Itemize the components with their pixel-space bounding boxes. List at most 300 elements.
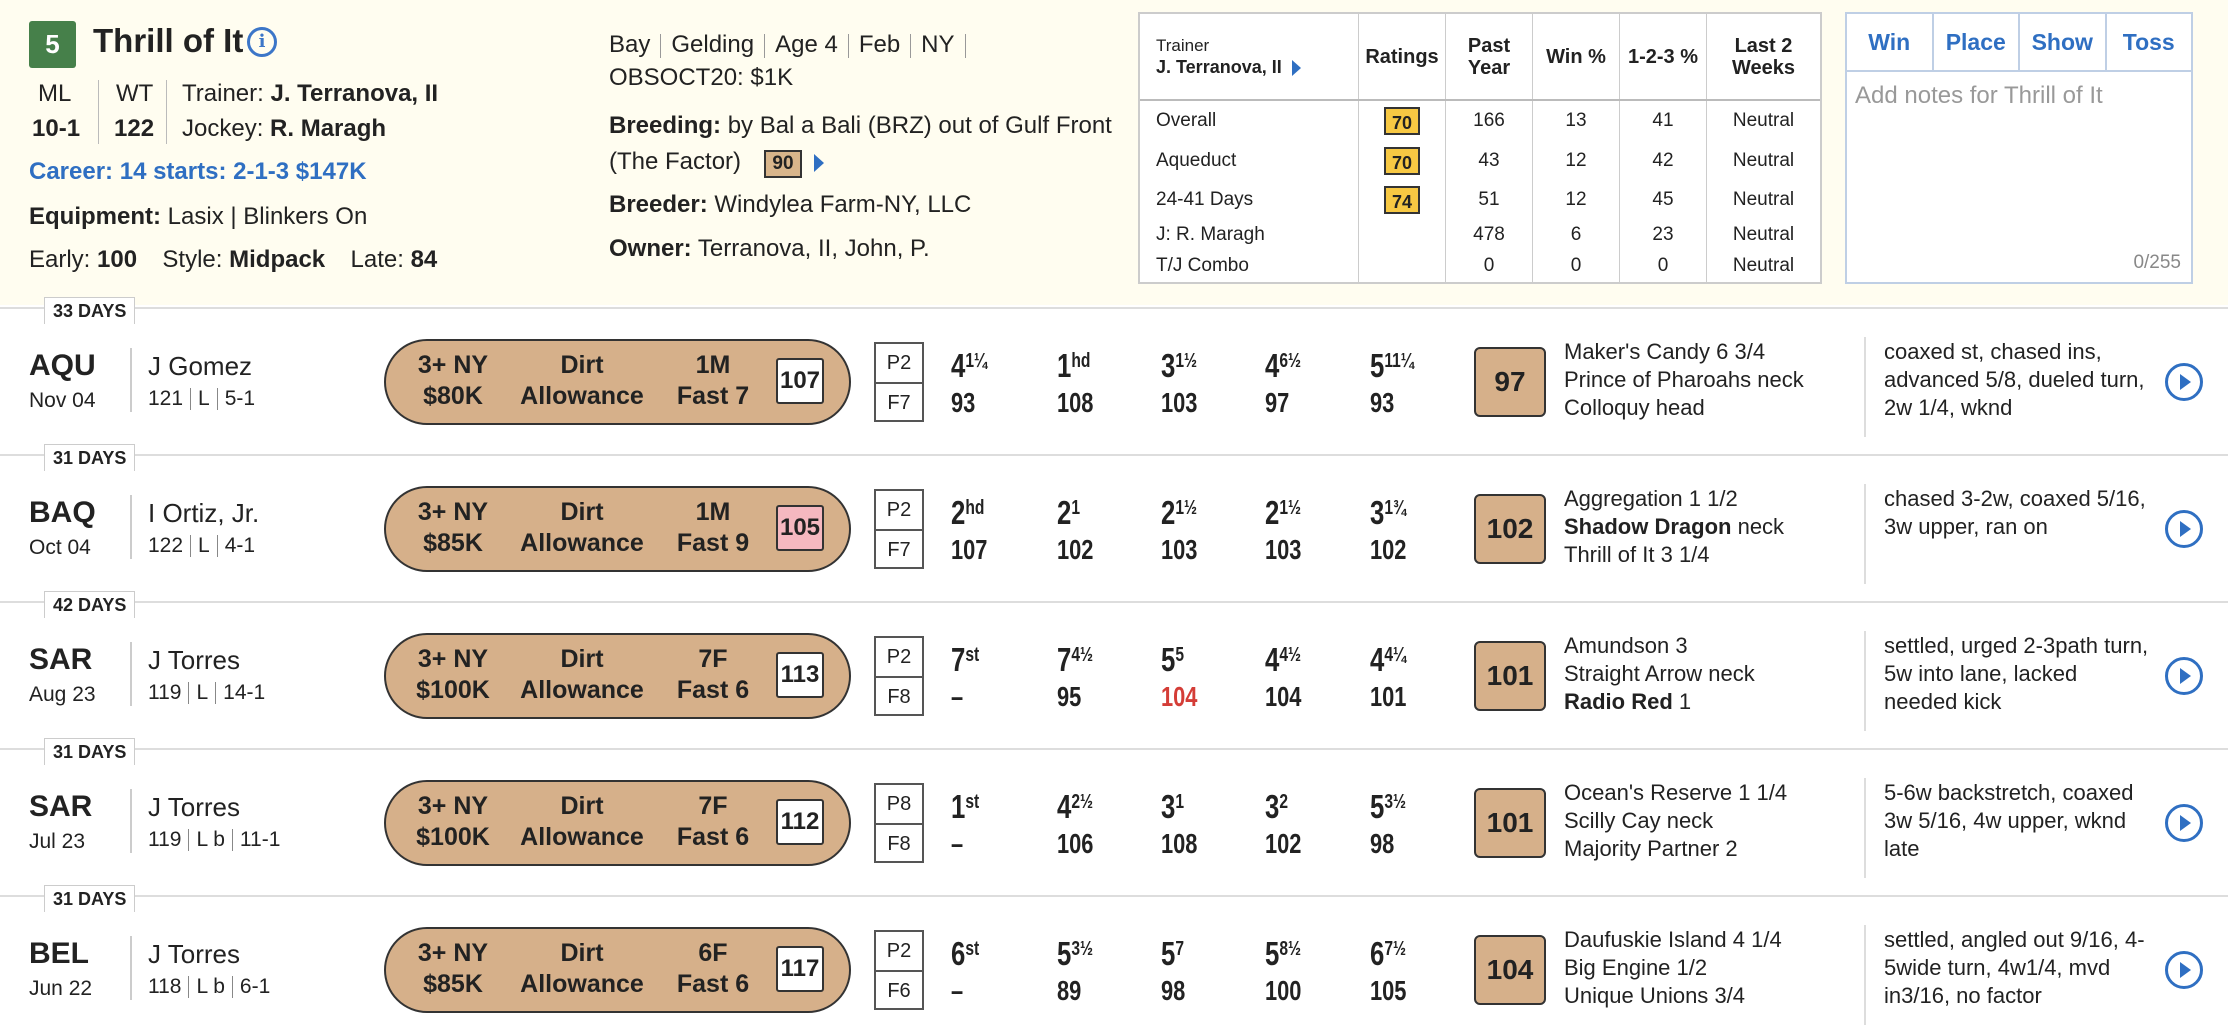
race-type: Allowance [520, 970, 644, 998]
days-since-badge: 31 DAYS [44, 885, 135, 912]
race-class [398, 350, 508, 412]
jockey-name[interactable]: J Torres [148, 939, 240, 969]
call-position [1370, 931, 1406, 972]
beyer-figure: 101 [1474, 788, 1546, 858]
career-line: Career: 14 starts: 2-1-3 $147K [29, 158, 367, 185]
finisher-margin: 1 1/4 [1738, 780, 1788, 805]
post-position: P2 [876, 638, 922, 678]
track-condition: Fast 6 [676, 970, 750, 998]
trainer-name[interactable]: J. Terranova, II [270, 80, 439, 107]
field-size: F7 [887, 539, 911, 561]
call-position [1265, 490, 1301, 531]
separator [188, 829, 189, 851]
finisher-name: Majority Partner [1564, 836, 1720, 861]
call-pos: 4 [1265, 347, 1280, 384]
stats-trend: Neutral [1707, 141, 1821, 180]
call-figure: 100 [1265, 975, 1302, 1006]
weight-meds-odds [148, 975, 270, 999]
finisher-name: Shadow Dragon [1564, 514, 1732, 539]
race-distance [658, 350, 768, 412]
call-position [1370, 637, 1406, 678]
finisher-name: Ocean's Reserve [1564, 780, 1733, 805]
call-position [1161, 490, 1197, 531]
call-pos: 7 [951, 641, 966, 678]
call-lengths: 1 [1175, 791, 1184, 813]
days-since-badge: 33 DAYS [44, 297, 135, 324]
call-figure: 93 [1370, 387, 1395, 418]
top-finishers [1564, 485, 1784, 569]
finisher-name: Aggregation [1564, 486, 1683, 511]
call-pos: 2 [951, 494, 966, 531]
track-code[interactable]: SAR [29, 643, 93, 676]
win-button[interactable]: Win [1868, 29, 1911, 55]
finisher-name: Big Engine [1564, 955, 1671, 980]
info-icon[interactable]: i [247, 27, 277, 57]
trip-comment [1884, 926, 2145, 1010]
separator [232, 829, 233, 851]
call-pos: 5 [1057, 935, 1072, 972]
call-lengths: hd [1071, 350, 1091, 372]
beyer-figure: 101 [1474, 641, 1546, 711]
play-replay-icon[interactable] [2165, 951, 2203, 989]
stats-past-year: 43 [1446, 141, 1533, 180]
trainer-expand-icon[interactable] [1292, 60, 1301, 76]
call-pos: 5 [1370, 788, 1385, 825]
race-date: Jul 23 [29, 830, 86, 853]
equipment-value: Lasix | Blinkers On [167, 203, 368, 230]
track-code[interactable]: BAQ [29, 496, 96, 529]
finisher[interactable] [1564, 660, 1755, 688]
race-class [398, 644, 508, 706]
call-figure: 105 [1370, 975, 1407, 1006]
call-position [1161, 637, 1184, 678]
finisher[interactable] [1564, 926, 1782, 954]
row-vertical-divider [130, 789, 132, 853]
row-divider [0, 748, 2228, 750]
track-code[interactable]: AQU [29, 349, 96, 382]
row-vertical-divider [1864, 484, 1866, 584]
call-pos: 2 [1265, 494, 1280, 531]
stats-rating [1359, 180, 1446, 219]
medication: L [196, 681, 209, 704]
call-lengths: 1½ [1175, 350, 1198, 372]
call-position [951, 931, 979, 972]
call-pos: 4 [951, 347, 966, 384]
race-type: Allowance [520, 382, 644, 410]
stats-trend: Neutral [1707, 220, 1821, 251]
race-class-pill[interactable] [384, 927, 851, 1013]
field-size: F8 [887, 686, 911, 708]
stats-rating [1359, 141, 1446, 180]
call-figure: 103 [1161, 387, 1198, 418]
call-lengths: 1½ [1175, 497, 1198, 519]
call-figure: 102 [1057, 534, 1094, 565]
call-position [1370, 784, 1406, 825]
call-lengths: 1¼ [965, 350, 988, 372]
wt-label: WT [116, 80, 154, 107]
call-figure: 97 [1265, 387, 1290, 418]
separator [188, 682, 189, 704]
finisher[interactable] [1564, 513, 1784, 541]
stats-trend: Neutral [1707, 251, 1821, 282]
toss-button[interactable]: Toss [2105, 14, 2192, 70]
call-lengths: st [965, 791, 980, 813]
finisher-name: Unique Unions [1564, 983, 1709, 1008]
separator [190, 535, 191, 557]
call-lengths: 1¾ [1384, 497, 1407, 519]
program-number: 5 [29, 21, 76, 68]
race-distance [658, 938, 768, 1000]
race-weight: 121 [148, 387, 184, 410]
stats-trend: Neutral [1707, 100, 1821, 141]
class-line-2: $85K [423, 529, 483, 557]
call-position [1057, 343, 1090, 384]
days-since-badge: 31 DAYS [44, 444, 135, 471]
call-lengths: 4¼ [1384, 644, 1407, 666]
comment-line: late [1884, 836, 1920, 861]
jockey-name[interactable]: I Ortiz, Jr. [148, 498, 260, 528]
call-figure: – [951, 975, 964, 1006]
breeder-line: Breeder: Windylea Farm-NY, LLC [609, 191, 972, 218]
finisher[interactable] [1564, 394, 1804, 422]
show-button[interactable]: Show [2018, 14, 2105, 70]
race-date: Oct 04 [29, 536, 91, 559]
class-line-1: 3+ NY [417, 792, 489, 820]
finisher[interactable] [1564, 338, 1804, 366]
play-replay-icon[interactable] [2165, 657, 2203, 695]
race-weight: 119 [148, 828, 182, 851]
finisher[interactable] [1564, 779, 1787, 807]
jockey-name[interactable]: J Torres [148, 645, 240, 675]
row-vertical-divider [1864, 925, 1866, 1025]
stats-past-year: 478 [1446, 220, 1533, 251]
call-figure: 95 [1057, 681, 1082, 712]
finisher[interactable] [1564, 688, 1755, 716]
breeding-expand-icon[interactable] [814, 154, 824, 172]
finisher-margin: 3 [1675, 633, 1688, 658]
stats-row-label: 24-41 Days [1156, 189, 1254, 211]
call-lengths: 4½ [1071, 644, 1094, 666]
row-divider [0, 895, 2228, 897]
call-pos: 4 [1057, 788, 1072, 825]
trainer-stats-table: Trainer J. Terranova, II Ratings Past Year Win % 1-2-3 % Last 2 Weeks Overall 70 166 13 41 Neutral Aqueduct 70 43 12 42 Neutral 24-41 Days 74 51 12 45 Neutral J: R. Maragh 478 6 23 Neutral T/J Combo 0 0 0 Neutral [1138, 12, 1822, 284]
race-weight: 118 [148, 975, 182, 998]
row-vertical-divider [130, 348, 132, 412]
finisher-margin: 3 1/4 [1660, 542, 1710, 567]
track-condition: Fast 9 [676, 529, 750, 557]
call-position [1057, 490, 1080, 531]
stats-row-label: Overall [1156, 109, 1217, 131]
finisher-name: Thrill of It [1564, 542, 1655, 567]
stats-past-year: 0 [1446, 251, 1533, 282]
call-figure: 103 [1161, 534, 1198, 565]
call-position [1161, 343, 1197, 384]
call-figure: 106 [1057, 828, 1094, 859]
call-figure: – [951, 828, 964, 859]
race-distance [658, 791, 768, 853]
call-position [1265, 931, 1301, 972]
post-position: P8 [876, 785, 922, 825]
separator [188, 976, 189, 998]
trip-comment [1884, 632, 2148, 716]
weight-meds-odds [148, 828, 280, 852]
race-class-pill[interactable] [384, 339, 851, 425]
row-divider [0, 601, 2228, 603]
jockey-name[interactable]: J Gomez [148, 351, 253, 381]
post-field-box [874, 342, 924, 422]
row-divider [0, 307, 2228, 309]
stats-row [1140, 180, 1820, 219]
stats-past-year: 51 [1446, 180, 1533, 219]
race-odds: 5-1 [224, 387, 256, 410]
medication: L b [196, 828, 225, 851]
race-type: Allowance [520, 676, 644, 704]
finisher[interactable] [1564, 541, 1784, 569]
play-replay-icon[interactable] [2165, 804, 2203, 842]
finisher[interactable] [1564, 632, 1755, 660]
row-vertical-divider [1864, 337, 1866, 437]
race-class-pill[interactable] [384, 486, 851, 572]
surface: Dirt [560, 939, 604, 967]
call-pos: 4 [1265, 641, 1280, 678]
separator [232, 976, 233, 998]
stats-itm-pct: 0 [1620, 251, 1707, 282]
call-lengths: 3½ [1384, 791, 1407, 813]
play-replay-icon[interactable] [2165, 510, 2203, 548]
finisher-margin: neck [1737, 514, 1785, 539]
days-since-badge: 31 DAYS [44, 738, 135, 765]
call-position [1370, 343, 1414, 384]
notes-input[interactable]: Add notes for Thrill of It [1855, 82, 2103, 109]
row-vertical-divider [1864, 631, 1866, 731]
race-odds: 14-1 [223, 681, 266, 704]
call-pos: 2 [1057, 494, 1072, 531]
post-field-box [874, 783, 924, 863]
jockey-name[interactable]: R. Maragh [270, 115, 387, 142]
race-date: Nov 04 [29, 389, 96, 412]
call-pos: 6 [1370, 935, 1385, 972]
surface: Dirt [560, 792, 604, 820]
post-field-box [874, 930, 924, 1010]
race-odds: 6-1 [239, 975, 271, 998]
call-position [1057, 931, 1093, 972]
weight-meds-odds [148, 681, 265, 705]
call-lengths: 2½ [1071, 791, 1094, 813]
top-finishers [1564, 338, 1804, 422]
call-lengths: 4½ [1279, 644, 1302, 666]
owner-line: Owner: Terranova, II, John, P. [609, 235, 930, 262]
call-lengths: 7½ [1384, 938, 1407, 960]
race-speed-figure: 112 [776, 799, 824, 845]
comment-line: settled, angled out 9/16, 4- [1884, 927, 2145, 952]
call-figure: 107 [951, 534, 988, 565]
class-line-1: 3+ NY [417, 939, 489, 967]
finisher-name: Prince of Pharoahs [1564, 367, 1752, 392]
finisher[interactable] [1564, 954, 1782, 982]
call-pos: 2 [1161, 494, 1176, 531]
call-position [951, 490, 984, 531]
call-figure: 104 [1265, 681, 1302, 712]
race-class-pill[interactable] [384, 780, 851, 866]
call-pos: 4 [1370, 641, 1385, 678]
class-line-2: $85K [423, 970, 483, 998]
class-line-2: $80K [423, 382, 483, 410]
comment-line: 3w 5/16, 4w upper, wknd [1884, 808, 2127, 833]
separator [217, 535, 218, 557]
post-position: P2 [876, 344, 922, 384]
race-type: Allowance [520, 823, 644, 851]
call-lengths: 8½ [1279, 938, 1302, 960]
call-figure: 102 [1370, 534, 1407, 565]
stats-win-pct: 0 [1533, 251, 1620, 282]
call-lengths: 1½ [1279, 497, 1302, 519]
stats-row [1140, 220, 1820, 251]
call-figure: 98 [1370, 828, 1395, 859]
play-replay-icon[interactable] [2165, 363, 2203, 401]
row-vertical-divider [130, 642, 132, 706]
career-link[interactable]: 14 starts: 2-1-3 $147K [119, 158, 367, 185]
race-weight: 122 [148, 534, 184, 557]
track-condition: Fast 6 [676, 823, 750, 851]
field-size: F8 [887, 833, 911, 855]
medication: L b [196, 975, 225, 998]
jockey-name[interactable]: J Torres [148, 792, 240, 822]
top-finishers [1564, 632, 1755, 716]
call-position [951, 343, 987, 384]
call-position [1265, 343, 1301, 384]
finisher[interactable] [1564, 835, 1787, 863]
track-code[interactable]: SAR [29, 790, 93, 823]
distance: 7F [698, 792, 728, 820]
rating-badge: 74 [1384, 186, 1420, 214]
medication: L [198, 534, 210, 557]
class-line-1: 3+ NY [417, 351, 489, 379]
race-class [398, 791, 508, 853]
weight-meds-odds [148, 387, 255, 411]
finisher[interactable] [1564, 982, 1782, 1010]
call-lengths: 1 [1071, 497, 1080, 519]
finisher-margin: 6 3/4 [1716, 339, 1766, 364]
call-figure: 98 [1161, 975, 1186, 1006]
finisher-name: Colloquy [1564, 395, 1650, 420]
finisher-name: Daufuskie Island [1564, 927, 1727, 952]
finisher-margin: 4 1/4 [1732, 927, 1782, 952]
weight: 122 [114, 115, 155, 142]
trip-comment [1884, 485, 2146, 541]
post-field-box [874, 636, 924, 716]
distance: 7F [698, 645, 728, 673]
race-date: Jun 22 [29, 977, 93, 1000]
comment-line: 5wide turn, 4w1/4, mvd [1884, 955, 2111, 980]
comment-line: needed kick [1884, 689, 2002, 714]
stats-row-label: Aqueduct [1156, 149, 1237, 171]
horse-attributes: Bay Gelding Age 4 Feb NY [609, 31, 976, 59]
call-lengths: st [965, 644, 980, 666]
trainer-header[interactable]: Trainer J. Terranova, II [1140, 14, 1359, 100]
stats-itm-pct: 23 [1620, 220, 1707, 251]
call-position [951, 637, 979, 678]
race-speed-figure: 117 [776, 946, 824, 992]
race-class-pill[interactable] [384, 633, 851, 719]
class-line-1: 3+ NY [417, 498, 489, 526]
call-position [1265, 637, 1301, 678]
weight-meds-odds [148, 534, 255, 558]
finisher-margin: head [1655, 395, 1705, 420]
call-pos: 3 [1161, 788, 1176, 825]
finisher-margin: 1 1/2 [1688, 486, 1738, 511]
call-pos: 7 [1057, 641, 1072, 678]
finisher[interactable] [1564, 807, 1787, 835]
call-position [951, 784, 979, 825]
class-line-1: 3+ NY [417, 645, 489, 673]
beyer-figure: 102 [1474, 494, 1546, 564]
call-lengths: hd [965, 497, 985, 519]
comment-line: 5w into lane, lacked [1884, 661, 2078, 686]
call-lengths: st [965, 938, 980, 960]
row-divider [0, 454, 2228, 456]
finisher-name: Maker's Candy [1564, 339, 1711, 364]
finisher[interactable] [1564, 366, 1804, 394]
finisher-margin: 2 [1725, 836, 1738, 861]
call-figure: 108 [1057, 387, 1094, 418]
race-speed-figure: 107 [776, 358, 824, 404]
call-pos: 3 [1265, 788, 1280, 825]
call-pos: 3 [1161, 347, 1176, 384]
class-line-2: $100K [416, 676, 490, 704]
separator [190, 388, 191, 410]
race-surface [510, 497, 654, 559]
finisher-name: Scilly Cay [1564, 808, 1661, 833]
surface: Dirt [560, 498, 604, 526]
finisher-name: Radio Red [1564, 689, 1673, 714]
race-odds: 11-1 [239, 828, 281, 851]
call-pos: 5 [1161, 641, 1176, 678]
stats-win-pct: 6 [1533, 220, 1620, 251]
call-pos: 5 [1265, 935, 1280, 972]
race-odds: 4-1 [224, 534, 256, 557]
call-pos: 6 [951, 935, 966, 972]
beyer-figure: 104 [1474, 935, 1546, 1005]
race-speed-figure: 113 [776, 652, 824, 698]
finisher[interactable] [1564, 485, 1784, 513]
medication: L [198, 387, 210, 410]
jockey-line: Jockey: R. Maragh [182, 115, 387, 142]
stats-row [1140, 251, 1820, 282]
call-lengths: 2 [1279, 791, 1288, 813]
beyer-figure: 97 [1474, 347, 1546, 417]
finisher-margin: 1 [1678, 689, 1692, 714]
place-button[interactable]: Place [1932, 14, 2019, 70]
race-surface [510, 350, 654, 412]
comment-line: settled, urged 2-3path turn, [1884, 633, 2149, 658]
stats-rating [1359, 100, 1446, 141]
call-position [1057, 784, 1093, 825]
finisher-name: Amundson [1564, 633, 1670, 658]
comment-line: chased 3-2w, coaxed 5/16, [1884, 486, 2146, 511]
call-figure: 89 [1057, 975, 1082, 1006]
call-pos: 3 [1370, 494, 1385, 531]
track-code[interactable]: BEL [29, 937, 89, 970]
stats-win-pct: 12 [1533, 141, 1620, 180]
post-position: P2 [876, 932, 922, 972]
stats-itm-pct: 41 [1620, 100, 1707, 141]
stats-row-label: T/J Combo [1156, 255, 1249, 277]
breeding-rating: 90 [764, 150, 801, 178]
distance: 6F [698, 939, 728, 967]
call-pos: 5 [1161, 935, 1176, 972]
call-lengths: 6½ [1279, 350, 1302, 372]
call-figure: – [951, 681, 964, 712]
